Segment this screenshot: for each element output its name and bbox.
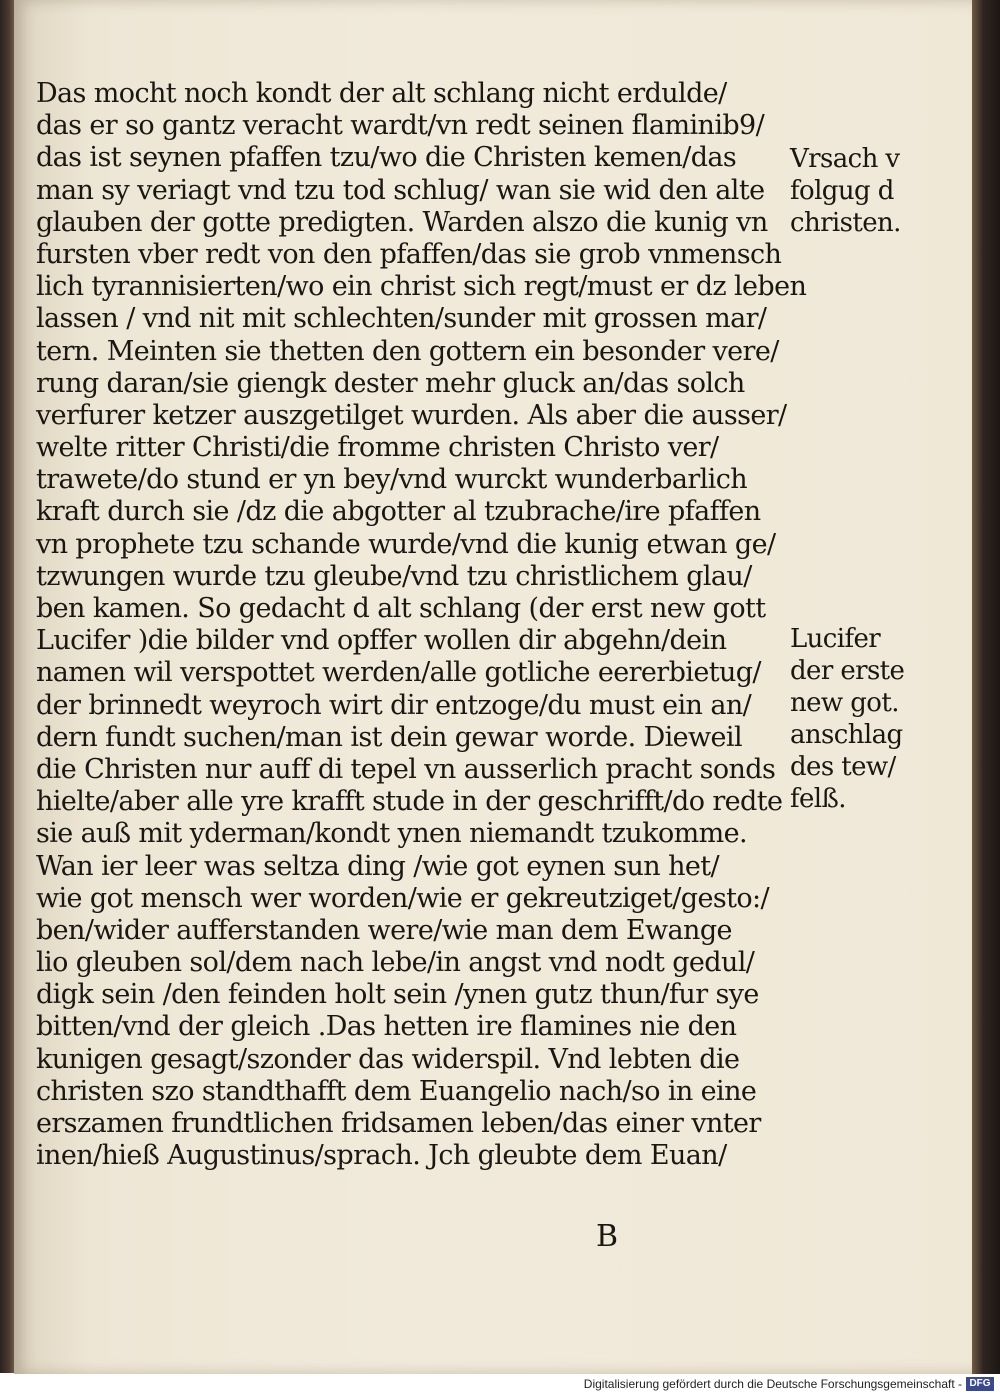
footer-bar: [0, 1374, 1000, 1395]
text-line: vn prophete tzu schande wurde/vnd die kunig etwan ge/: [36, 528, 776, 560]
text-line: kunigen gesagt/szonder das widerspil. Vnd lebten die: [36, 1043, 740, 1075]
text-line: ben kamen. So gedacht d alt schlang (der erst new gott: [36, 593, 766, 624]
margin-note-line: Lucifer: [790, 624, 881, 654]
text-line: ben/wider aufferstanden were/wie man dem Ewange: [36, 914, 732, 946]
margin-note-line: felß.: [790, 784, 846, 814]
margin-note-line: new got.: [790, 688, 899, 718]
margin-note-lucifer: [790, 623, 904, 815]
text-line: das er so gantz veracht wardt/vn redt seinen flaminib9/: [36, 110, 765, 142]
text-line: das ist seynen pfaffen tzu/wo die Christen kemen/das: [36, 142, 737, 174]
page-right-edge: [972, 0, 1000, 1374]
margin-note-line: des tew/: [790, 752, 896, 782]
text-line: lich tyrannisierten/wo ein christ sich regt/must er dz leben: [36, 271, 807, 303]
margin-note-line: der erste: [790, 656, 905, 686]
main-text-block: [36, 78, 807, 1172]
text-line: lassen / vnd nit mit schlechten/sunder mit grossen mar/: [36, 303, 767, 335]
margin-note-line: christen.: [790, 208, 901, 238]
text-line: tern. Meinten sie thetten den gottern ein besonder vere/: [36, 335, 779, 367]
margin-note-line: Vrsach v: [790, 144, 900, 174]
text-line: hielte/aber alle yre krafft stude in der geschrifft/do redte: [36, 786, 783, 818]
text-line: verfurer ketzer auszgetilget wurden. Als aber die ausser/: [36, 399, 787, 431]
text-line: fursten vber redt von den pfaffen/das sie grob vnmensch: [36, 238, 782, 270]
text-line: rung daran/sie giengk dester mehr gluck an/das solch: [36, 367, 745, 399]
text-line: Wan ier leer was seltza ding /wie got eynen sun het/: [36, 850, 719, 882]
text-line: wie got mensch wer worden/wie er gekreutziget/gesto:/: [36, 882, 770, 914]
text-line: der brinnedt weyroch wirt dir entzoge/du must ein an/: [36, 689, 752, 721]
text-line: dern fundt suchen/man ist dein gewar worde. Dieweil: [36, 721, 742, 753]
text-line: Das mocht noch kondt der alt schlang nicht erdulde/: [36, 78, 727, 109]
text-line: kraft durch sie /dz die abgotter al tzubrache/ire pfaffen: [36, 496, 761, 528]
text-line: die Christen nur auff di tepel vn ausserlich pracht sonds: [36, 753, 776, 785]
text-line: namen wil verspottet werden/alle gotliche eererbietug/: [36, 657, 761, 689]
dfg-logo-icon: DFG: [966, 1377, 994, 1391]
margin-note-vrsach: [790, 143, 901, 239]
text-line: tzwungen wurde tzu gleube/vnd tzu christlichem glau/: [36, 560, 752, 592]
text-line: glauben der gotte predigten. Warden alszo die kunig vn: [36, 206, 768, 238]
text-line: bitten/vnd der gleich .Das hetten ire flamines nie den: [36, 1011, 737, 1043]
signature-mark: B: [596, 1219, 619, 1254]
text-line: christen szo standthafft dem Euangelio nach/so in eine: [36, 1075, 757, 1107]
footer-credit: Digitalisierung gefördert durch die Deutsche Forschungsgemeinschaft -: [583, 1377, 962, 1391]
margin-note-line: anschlag: [790, 720, 903, 750]
text-line: trawete/do stund er yn bey/vnd wurckt wunderbarlich: [36, 464, 748, 496]
text-line: Lucifer )die bilder vnd opffer wollen dir abgehn/dein: [36, 625, 727, 657]
text-line: lio gleuben sol/dem nach lebe/in angst vnd nodt gedul/: [36, 947, 755, 979]
text-line: erszamen frundtlichen fridsamen leben/das einer vnter: [36, 1108, 761, 1139]
text-line: digk sein /den feinden holt sein /ynen gutz thun/fur sye: [36, 979, 759, 1011]
text-line: sie auß mit yderman/kondt ynen niemandt tzukomme.: [36, 818, 748, 850]
margin-note-line: folgug d: [790, 176, 894, 206]
text-line: welte ritter Christi/die fromme christen Christo ver/: [36, 432, 719, 464]
text-line: man sy veriagt vnd tzu tod schlug/ wan sie wid den alte: [36, 174, 765, 206]
text-line: inen/hieß Augustinus/sprach. Jch gleubte dem Euan/: [36, 1140, 727, 1172]
